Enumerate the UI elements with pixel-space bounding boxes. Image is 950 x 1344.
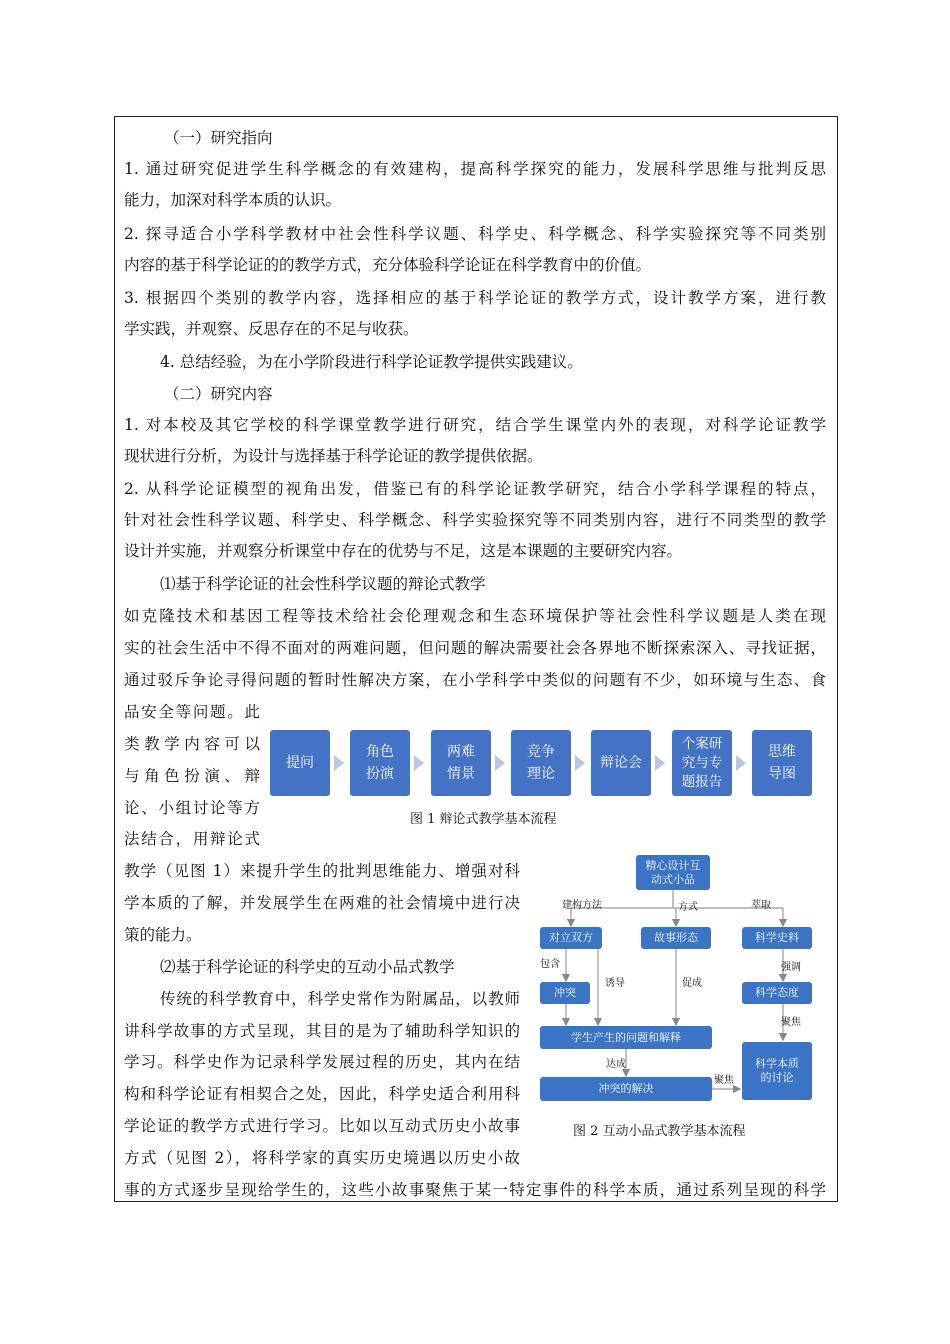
paragraph-5-line-1: 1. 对本校及其它学校的科学课堂教学进行研究，结合学生课堂内外的表现，对科学论证教学 — [124, 416, 826, 434]
flow-node-design-sketch: 精心设计互 动式小品 — [636, 855, 710, 890]
figure-1-caption: 图 1 辩论式教学基本流程 — [410, 812, 557, 827]
paragraph-6-line-1: 2. 从科学论证模型的视角出发，借鉴已有的科学论证教学研究，结合小学科学课程的特点， — [124, 480, 826, 498]
paragraph-7-line-4: 品安全等问题。此 — [124, 703, 260, 721]
paragraph-5-line-2: 现状进行分析，为设计与选择基于科学论证的教学提供依据。 — [124, 447, 543, 465]
paragraph-2-line-1: 2. 探寻适合小学科学教材中社会性科学议题、科学史、科学概念、科学实验探究等不同类别 — [124, 225, 826, 243]
paragraph-8-line-4: 构和科学论证有相契合之处，因此，科学史适合利用科 — [124, 1085, 520, 1103]
paragraph-3-line-1: 3. 根据四个类别的教学内容，选择相应的基于科学论证的教学方式，设计教学方案，进行教 — [124, 289, 826, 307]
paragraph-7-line-11: 策的能力。 — [124, 926, 202, 944]
paragraph-3-line-2: 学实践，并观察、反思存在的不足与收获。 — [124, 320, 419, 338]
flow-label-focus-top: 聚焦 — [781, 1017, 801, 1028]
flow-label-reach: 达成 — [606, 1059, 626, 1070]
paragraph-7-line-5: 类教学内容可以 — [124, 735, 260, 753]
paragraph-4: 4. 总结经验，为在小学阶段进行科学论证教学提供实践建议。 — [160, 353, 583, 371]
flow-label-extract: 萃取 — [751, 900, 771, 911]
flow-step-dilemma: 两难 情景 — [431, 730, 491, 796]
flow-node-nature-discussion: 科学本质 的讨论 — [742, 1042, 812, 1100]
paragraph-6-line-2: 针对社会性科学议题、科学史、科学概念、科学实验探究等不同类别内容，进行不同类型的教学 — [124, 511, 826, 529]
flow-label-emphasize: 强调 — [781, 962, 801, 973]
section-heading-2: （二）研究内容 — [164, 385, 273, 403]
paragraph-7-line-1: 如克隆技术和基因工程等技术给社会伦理观念和生态环境保护等社会性科学议题是人类在现 — [124, 607, 826, 625]
subheading-debate: ⑴基于科学论证的社会性科学议题的辩论式教学 — [160, 575, 486, 593]
paragraph-8-line-5: 学论证的教学方式进行学习。比如以互动式历史小故事 — [124, 1117, 520, 1135]
paragraph-1-line-1: 1. 通过研究促进学生科学概念的有效建构，提高科学探究的能力，发展科学思维与批判反思 — [124, 160, 826, 178]
paragraph-1-line-2: 能力，加深对科学本质的认识。 — [124, 191, 342, 209]
flow-step-question: 提问 — [270, 730, 330, 796]
paragraph-7-line-3: 通过驳斥争论寻得问题的暂时性解决方案，在小学科学中类似的问题有不少，如环境与生态、食 — [124, 671, 826, 689]
flow-label-way: 方式 — [678, 902, 698, 913]
flow-node-conflict: 冲突 — [540, 982, 590, 1004]
flow-step-competing-theory: 竞争 理论 — [511, 730, 571, 796]
flow-label-build-method: 建构方法 — [562, 900, 602, 911]
paragraph-7-line-6: 与角色扮演、辩 — [124, 767, 260, 785]
flow-node-science-history: 科学史料 — [742, 927, 812, 949]
flow-node-student-questions: 学生产生的问题和解释 — [540, 1026, 712, 1049]
paragraph-8-line-1: 传统的科学教育中，科学史常作为附属品，以教师 — [160, 990, 520, 1008]
paragraph-7-line-8: 法结合，用辩论式 — [124, 830, 260, 848]
paragraph-6-line-3: 设计并实施，并观察分析课堂中存在的优势与不足，这是本课题的主要研究内容。 — [124, 542, 683, 560]
flow-label-induce: 诱导 — [605, 978, 625, 989]
flow-label-focus-bottom: 聚焦 — [714, 1075, 734, 1086]
flow-node-opposing-sides: 对立双方 — [540, 927, 602, 949]
flow-label-contain: 包含 — [540, 959, 560, 970]
section-heading-1: （一）研究指向 — [164, 129, 273, 147]
flow-step-case-study: 个案研 究与专 题报告 — [672, 730, 732, 796]
figure-2-caption: 图 2 互动小品式教学基本流程 — [573, 1124, 746, 1139]
paragraph-7-line-7: 论、小组讨论等方 — [124, 799, 260, 817]
paragraph-7-line-10: 学本质的了解，并发展学生在两难的社会情境中进行决 — [124, 894, 520, 912]
subheading-history: ⑵基于科学论证的科学史的互动小品式教学 — [160, 958, 455, 976]
paragraph-7-line-9: 教学（见图 1）来提升学生的批判思维能力、增强对科 — [124, 862, 520, 880]
flow-step-mind-map: 思维 导图 — [752, 730, 812, 796]
paragraph-7-line-2: 实的社会生活中不得不面对的两难问题，但问题的解决需要社会各界地不断探索深入、寻找证据， — [124, 639, 826, 657]
paragraph-2-line-2: 内容的基于科学论证的的教学方式，充分体验科学论证在科学教育中的价值。 — [124, 256, 652, 274]
paragraph-8-line-6: 方式（见图 2），将科学家的真实历史境遇以历史小故 — [124, 1149, 520, 1167]
flow-node-science-attitude: 科学态度 — [742, 982, 812, 1004]
paragraph-8-line-7: 事的方式逐步呈现给学生的，这些小故事聚焦于某一特定事件的科学本质，通过系列呈现的科学 — [124, 1181, 826, 1199]
flow-node-story-form: 故事形态 — [641, 927, 711, 949]
flow-label-promote: 促成 — [682, 978, 702, 989]
flow-step-role-play: 角色 扮演 — [350, 730, 410, 796]
flow-step-debate: 辩论会 — [591, 730, 651, 796]
paragraph-8-line-2: 讲科学故事的方式呈现，其目的是为了辅助科学知识的 — [124, 1022, 520, 1040]
paragraph-8-line-3: 学习。科学史作为记录科学发展过程的历史，其内在结 — [124, 1053, 520, 1071]
flow-node-conflict-resolution: 冲突的解决 — [540, 1077, 712, 1101]
